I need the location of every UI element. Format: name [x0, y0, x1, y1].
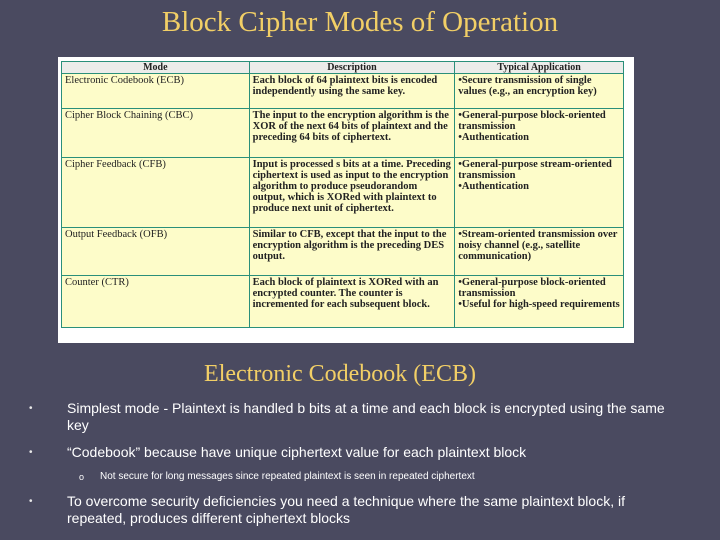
- header-mode: Mode: [62, 62, 250, 74]
- bullet-mark: •: [29, 447, 33, 458]
- header-description: Description: [249, 62, 455, 74]
- modes-table: [61, 61, 624, 328]
- cell-application: [455, 74, 624, 109]
- table-row: [62, 158, 624, 228]
- application-item: •General-purpose block-oriented transmission: [458, 110, 606, 132]
- cell-description: Each block of plaintext is XORed with an encrypted counter. The counter is incremented for each subsequent block.: [249, 276, 455, 328]
- header-typical-application: Typical Application: [455, 62, 624, 74]
- bullet-mark: •: [29, 496, 33, 507]
- cell-mode: Cipher Feedback (CFB): [62, 158, 250, 228]
- application-item: •General-purpose stream-oriented transmission: [458, 159, 612, 181]
- bullet-mark: •: [29, 403, 33, 414]
- cell-mode: Electronic Codebook (ECB): [62, 74, 250, 109]
- table-row: [62, 109, 624, 158]
- bullet-text: To overcome security deficiencies you need a technique where the same plaintext block, if repeated, produces different ciphertext blocks: [67, 493, 625, 526]
- application-item: •Useful for high-speed requirements: [458, 299, 620, 310]
- bullet-text: “Codebook” because have unique ciphertext value for each plaintext block: [67, 444, 527, 460]
- bullet-item: [29, 444, 687, 461]
- bullet-item: [29, 400, 687, 434]
- section-subtitle: Electronic Codebook (ECB): [204, 361, 476, 387]
- slide-title: Block Cipher Modes of Operation: [161, 6, 559, 38]
- application-item: •Authentication: [458, 132, 529, 143]
- bullet-text: Simplest mode - Plaintext is handled b bits at a time and each block is encrypted using the same key: [67, 400, 665, 433]
- cell-mode: Counter (CTR): [62, 276, 250, 328]
- sub-bullet-mark: o: [79, 472, 85, 482]
- table-row: [62, 276, 624, 328]
- cell-description: Each block of 64 plaintext bits is encoded independently using the same key.: [249, 74, 455, 109]
- bullet-item: [29, 493, 687, 527]
- table-row: [62, 228, 624, 276]
- application-item: •General-purpose block-oriented transmission: [458, 277, 606, 299]
- cell-description: The input to the encryption algorithm is the XOR of the next 64 bits of plaintext and the preceding 64 bits of ciphertext.: [249, 109, 455, 158]
- application-item: •Authentication: [458, 181, 529, 192]
- table-row: [62, 74, 624, 109]
- cell-mode: Output Feedback (OFB): [62, 228, 250, 276]
- cell-application: [455, 158, 624, 228]
- cell-application: [455, 228, 624, 276]
- table-header-row: [62, 62, 624, 74]
- modes-table-figure: [58, 57, 634, 343]
- cell-application: [455, 276, 624, 328]
- application-item: •Secure transmission of single values (e.g., an encryption key): [458, 75, 597, 97]
- cell-mode: Cipher Block Chaining (CBC): [62, 109, 250, 158]
- cell-description: Similar to CFB, except that the input to the encryption algorithm is the preceding DES output.: [249, 228, 455, 276]
- sub-bullet-item: [79, 471, 660, 483]
- sub-bullet-text: Not secure for long messages since repeated plaintext is seen in repeated ciphertext: [100, 471, 475, 482]
- cell-application: [455, 109, 624, 158]
- cell-description: Input is processed s bits at a time. Preceding ciphertext is used as input to the encryption algorithm to produce pseudorandom output, which is XORed with plaintext to produce next unit of ciphertext.: [249, 158, 455, 228]
- application-item: •Stream-oriented transmission over noisy channel (e.g., satellite communication): [458, 229, 618, 262]
